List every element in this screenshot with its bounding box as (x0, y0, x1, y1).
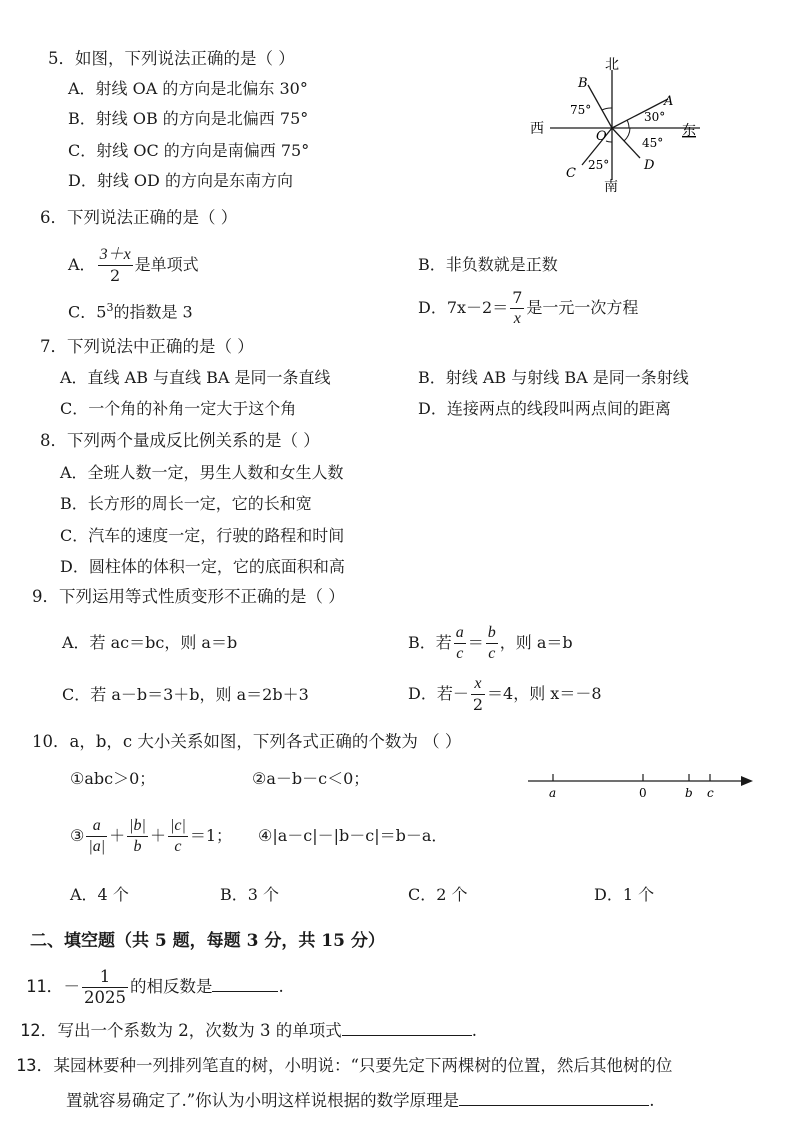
q10-option-d: D．1 个 (594, 885, 655, 904)
q9-d-suffix: ＝4，则 x＝－8 (487, 684, 602, 703)
q10-statement-3 (70, 812, 232, 860)
q9-b-prefix: B．若 (408, 633, 452, 652)
q11-denominator: 2025 (83, 988, 126, 1007)
q6-c-suffix: 的指数是 3 (113, 302, 193, 322)
q10-s3-denominator-2: b (127, 836, 148, 855)
q9-b-numerator-1: a (455, 624, 464, 641)
q6-option-b: B．非负数就是正数 (418, 255, 558, 274)
q9-option-c: C．若 a－b＝3＋b，则 a＝2b＋3 (62, 685, 309, 704)
q11-answer-blank[interactable] (212, 977, 278, 992)
q10-s3-numerator-2: |b| (129, 817, 146, 834)
number-line-arrow-icon (741, 776, 753, 786)
label-c: c (707, 786, 714, 800)
q6-d-prefix: D．7x－2＝ (418, 298, 509, 317)
q9-d-numerator: x (474, 675, 482, 692)
label-south: 南 (604, 179, 618, 195)
q13-line-1 (16, 1055, 672, 1077)
q6-option-a (68, 242, 199, 288)
label-75: 75° (570, 103, 592, 117)
q5-option-d: D．射线 OD 的方向是东南方向 (68, 171, 293, 190)
q9-b-equals: ＝ (467, 633, 484, 652)
q10-statement-2: ②a－b－c＜0； (252, 769, 370, 788)
ray-od (612, 128, 640, 158)
q10-stem: 10．a，b，c 大小关系如图，下列各式正确的个数为 （ ） (32, 732, 462, 751)
q5-option-a: A．射线 OA 的方向是北偏东 30° (68, 79, 308, 98)
label-north: 北 (605, 57, 619, 73)
q7-option-c: C．一个角的补角一定大于这个角 (60, 399, 297, 418)
q11-number: 11． (26, 977, 64, 997)
q7-option-b: B．射线 AB 与射线 BA 是同一条射线 (418, 368, 689, 387)
q10-s3-suffix: ＝1； (189, 826, 233, 845)
label-25: 25° (588, 158, 610, 172)
q9-b-suffix: ，则 a＝b (499, 633, 573, 652)
q9-b-fraction-1 (454, 625, 466, 662)
direction-diagram (520, 55, 720, 195)
q6-a-denominator: 2 (98, 265, 133, 284)
number-line (525, 768, 760, 802)
ray-ob (588, 85, 612, 128)
label-d: D (644, 158, 655, 173)
q7-stem: 7．下列说法中正确的是（ ） (40, 337, 254, 356)
q6-a-numerator: 3＋x (99, 246, 131, 263)
q10-s3-prefix: ③ (70, 826, 85, 845)
q10-s3-denominator-3: c (168, 836, 188, 855)
label-east: 东 (682, 123, 696, 139)
q12-number: 12． (20, 1021, 58, 1041)
q11-end: . (278, 977, 284, 996)
q6-d-denominator: x (510, 308, 524, 327)
q13-line-2 (66, 1090, 654, 1112)
q9-d-denominator: 2 (472, 695, 484, 714)
q8-option-a: A．全班人数一定，男生人数和女生人数 (60, 463, 344, 482)
arc-25 (606, 141, 612, 142)
q13-answer-blank[interactable] (459, 1091, 649, 1106)
q6-option-d (418, 285, 638, 331)
q11-minus: － (63, 977, 80, 996)
label-o: O (596, 129, 607, 144)
q10-s3-fraction-1 (86, 818, 107, 855)
label-45: 45° (642, 136, 664, 150)
q10-s3-numerator-3: |c| (169, 817, 186, 834)
label-b: B (578, 76, 588, 91)
label-west: 西 (530, 121, 544, 137)
q10-s3-fraction-3 (168, 818, 188, 855)
label-zero: 0 (639, 786, 647, 800)
q6-c-prefix: C．5 (68, 302, 107, 322)
q6-a-fraction (98, 247, 133, 284)
q11 (26, 962, 284, 1012)
q6-stem: 6．下列说法正确的是（ ） (40, 208, 238, 227)
q8-option-d: D．圆柱体的体积一定，它的底面积和高 (60, 557, 345, 576)
q6-a-suffix: 是单项式 (134, 255, 199, 274)
q6-a-prefix: A． (68, 255, 96, 274)
q11-numerator: 1 (99, 966, 111, 986)
q9-option-d (408, 671, 602, 717)
q12-end: . (471, 1021, 477, 1040)
q5-option-b: B．射线 OB 的方向是北偏西 75° (68, 109, 309, 128)
q6-d-numerator: 7 (512, 288, 523, 307)
q9-b-numerator-2: b (487, 624, 496, 641)
q12-answer-blank[interactable] (342, 1021, 472, 1036)
q9-option-a: A．若 ac＝bc，则 a＝b (62, 633, 238, 652)
label-c: C (566, 166, 576, 181)
q10-option-a: A．4 个 (70, 885, 129, 904)
q9-d-prefix: D．若－ (408, 684, 469, 703)
q10-statement-4: ④|a－c|－|b－c|＝b－a． (258, 826, 448, 845)
q6-option-c (68, 297, 193, 323)
q11-fraction (82, 966, 128, 1007)
q13-text-1: 某园林要种一列排列笔直的树，小明说：“只要先定下两棵树的位置，然后其他树的位 (53, 1056, 673, 1075)
q13-number: 13． (16, 1056, 54, 1076)
q12 (20, 1020, 477, 1042)
q6-d-fraction (510, 290, 524, 327)
q8-option-c: C．汽车的速度一定，行驶的路程和时间 (60, 526, 345, 545)
q10-s3-fraction-2 (127, 818, 148, 855)
arc-75 (602, 108, 612, 110)
q10-option-b: B．3 个 (220, 885, 280, 904)
label-a: a (549, 786, 557, 800)
label-30: 30° (644, 110, 666, 124)
q7-option-d: D．连接两点的线段叫两点间的距离 (418, 399, 671, 418)
arc-45 (624, 128, 630, 141)
q9-option-b (408, 620, 573, 666)
q12-text: 写出一个系数为 2，次数为 3 的单项式 (57, 1021, 342, 1040)
q9-d-fraction (471, 676, 485, 713)
q9-b-denominator-2: c (486, 643, 498, 662)
q11-text: 的相反数是 (129, 977, 213, 996)
q9-stem: 9．下列运用等式性质变形不正确的是（ ） (32, 587, 345, 606)
q10-s3-denominator-1: |a| (88, 838, 106, 855)
q8-stem: 8．下列两个量成反比例关系的是（ ） (40, 431, 320, 450)
q6-d-suffix: 是一元一次方程 (526, 298, 639, 317)
q13-end: . (649, 1091, 655, 1110)
section-2-title: 二、填空题（共 5 题，每题 3 分，共 15 分） (30, 931, 385, 951)
arc-30 (627, 120, 629, 128)
q10-s3-op-1: ＋ (109, 826, 126, 845)
q9-b-fraction-2 (486, 625, 498, 662)
q5-option-c: C．射线 OC 的方向是南偏西 75° (68, 141, 310, 160)
q5-stem: 5．如图，下列说法正确的是（ ） (48, 49, 295, 68)
q10-s3-numerator-1: a (92, 817, 101, 834)
label-b: b (685, 786, 693, 800)
q10-option-c: C．2 个 (408, 885, 468, 904)
q9-b-denominator-1: c (454, 643, 466, 662)
q10-statement-1: ①abc＞0； (70, 769, 156, 788)
q10-s3-op-2: ＋ (149, 826, 166, 845)
q13-text-2: 置就容易确定了.”你认为小明这样说根据的数学原理是 (66, 1091, 460, 1110)
q8-option-b: B．长方形的周长一定，它的长和宽 (60, 494, 312, 513)
label-a: A (664, 94, 674, 109)
q6-c-exponent: 3 (106, 301, 114, 314)
q7-option-a: A．直线 AB 与直线 BA 是同一条直线 (60, 368, 331, 387)
